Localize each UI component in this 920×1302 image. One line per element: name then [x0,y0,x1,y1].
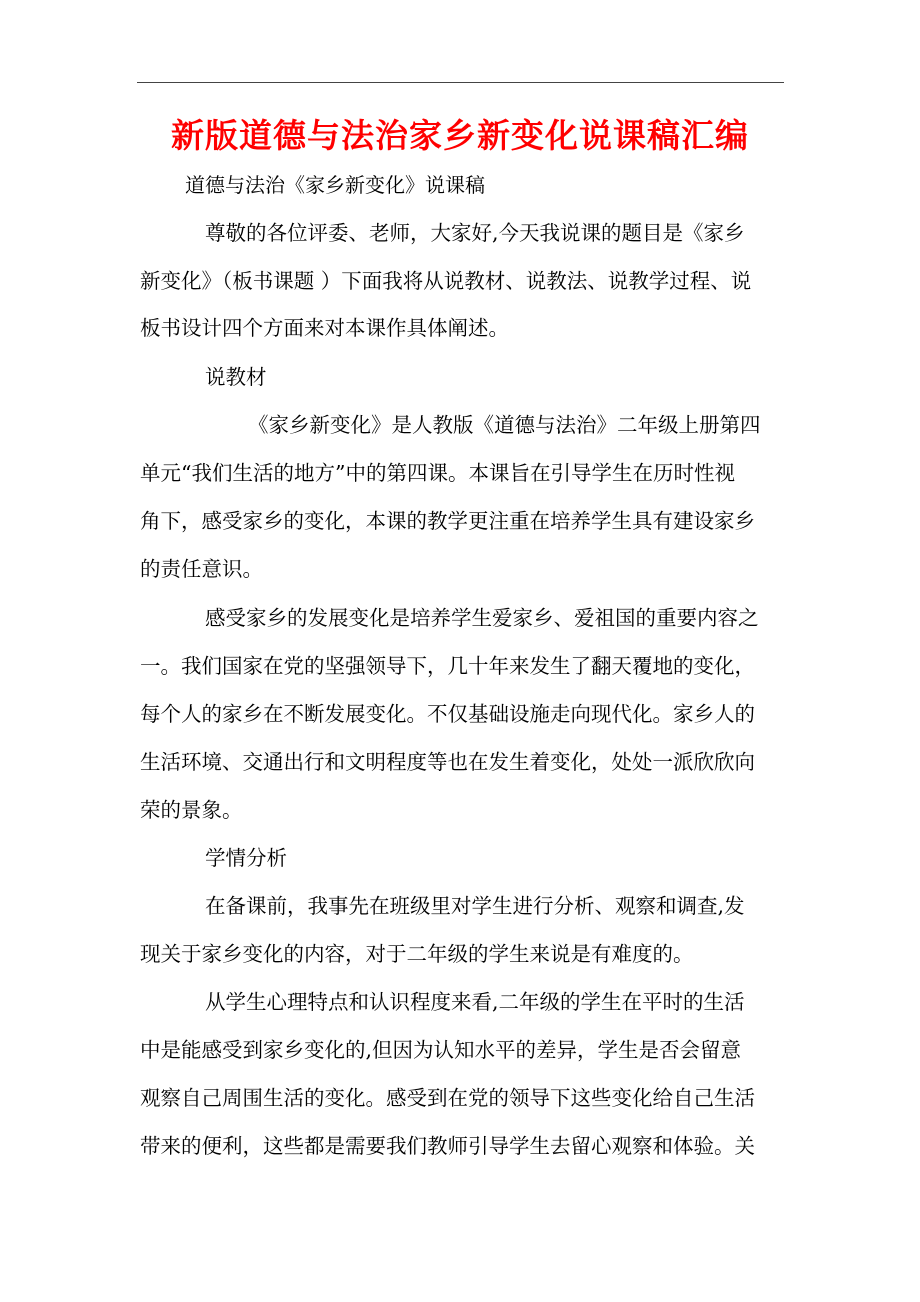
document-title: 新版道德与法治家乡新变化说课稿汇编 [171,116,749,155]
section-heading: 学情分析 [205,846,287,870]
paragraph-line: 的责任意识。 [140,557,263,581]
header-rule [137,82,784,83]
paragraph-line: 角下，感受家乡的变化，本课的教学更注重在培养学生具有建设家乡 [140,509,755,533]
paragraph-line: 一。我们国家在党的坚强领导下，几十年来发生了翻天覆地的变化， [140,654,755,678]
section-heading: 说教材 [205,365,267,389]
paragraph-line: 观察自己周围生活的变化。感受到在党的领导下这些变化给自己生活 [140,1086,755,1110]
paragraph-line: 《家乡新变化》是人教版《道德与法治》二年级上册第四 [248,413,761,437]
paragraph-line: 荣的景象。 [140,798,243,822]
paragraph-line: 新变化》（板书课题 ）下面我将从说教材、说教法、说教学过程、说 [140,269,752,293]
paragraph-line: 尊敬的各位评委、老师，大家好,今天我说课的题目是《家乡 [205,221,745,245]
paragraph-line: 带来的便利，这些都是需要我们教师引导学生去留心观察和体验。关 [140,1134,755,1158]
paragraph-line: 在备课前，我事先在班级里对学生进行分析、观察和调查,发 [205,894,745,918]
document-subtitle: 道德与法治《家乡新变化》说课稿 [185,173,485,197]
paragraph-line: 单元“我们生活的地方”中的第四课。本课旨在引导学生在历时性视 [140,461,735,485]
paragraph-line: 感受家乡的发展变化是培养学生爱家乡、爱祖国的重要内容之 [205,606,759,630]
paragraph-line: 每个人的家乡在不断发展变化。不仅基础设施走向现代化。家乡人的 [140,702,755,726]
paragraph-line: 生活环境、交通出行和文明程度等也在发生着变化，处处一派欣欣向 [140,750,755,774]
paragraph-line: 中是能感受到家乡变化的,但因为认知水平的差异，学生是否会留意 [140,1038,742,1062]
paragraph-line: 从学生心理特点和认识程度来看,二年级的学生在平时的生活 [205,990,745,1014]
paragraph-line: 板书设计四个方面来对本课作具体阐述。 [140,316,509,340]
paragraph-line: 现关于家乡变化的内容，对于二年级的学生来说是有难度的。 [140,942,694,966]
